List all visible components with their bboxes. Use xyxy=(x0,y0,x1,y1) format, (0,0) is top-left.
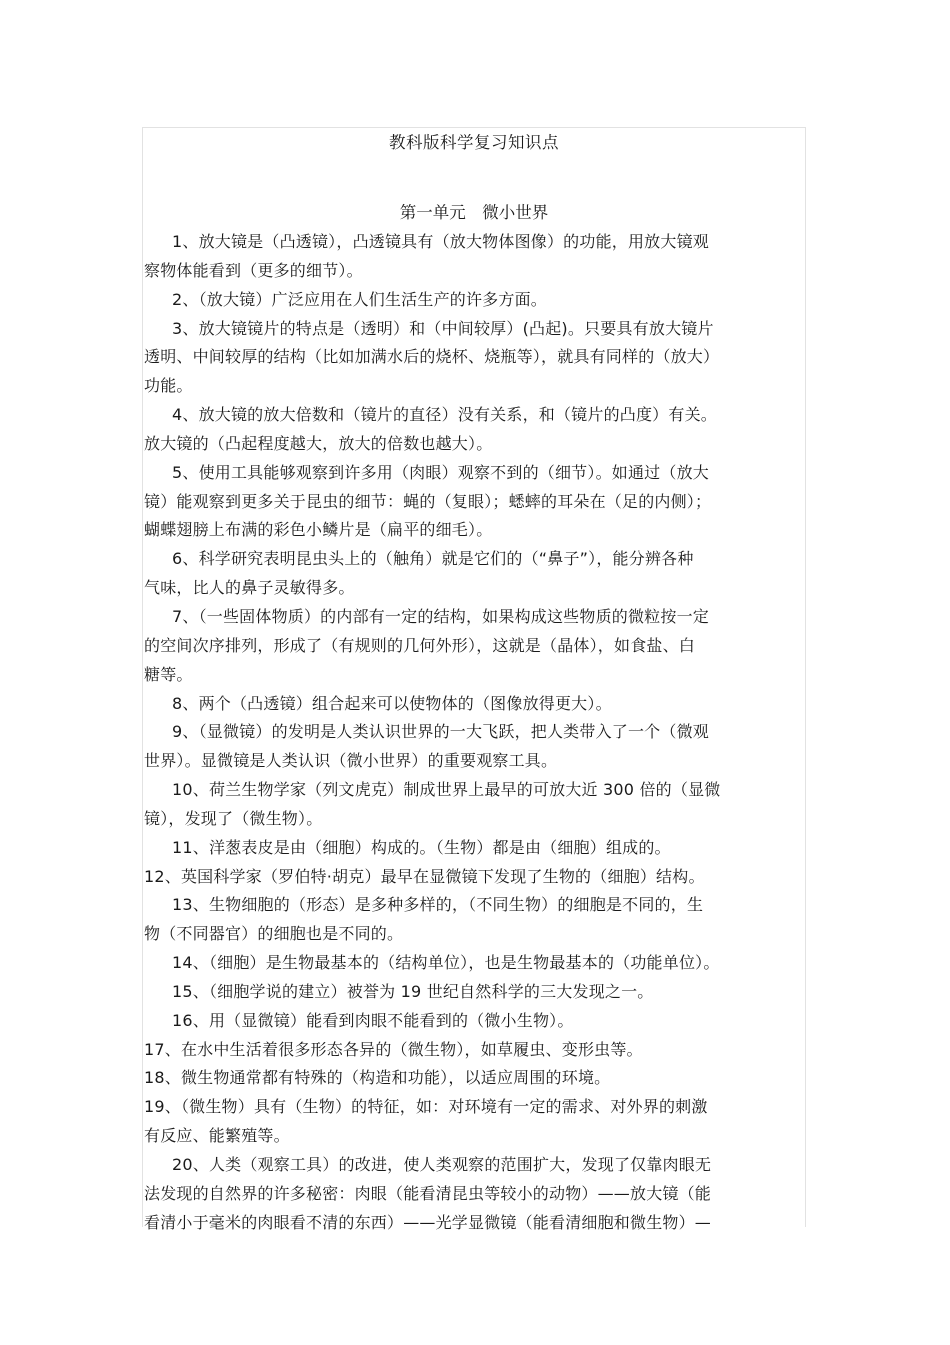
document-body xyxy=(144,228,808,1238)
paragraph-line: 3、放大镜镜片的特点是（透明）和（中间较厚）(凸起)。只要具有放大镜片 xyxy=(172,318,714,338)
paragraph-line: 15、（细胞学说的建立）被誉为 19 世纪自然科学的三大发现之一。 xyxy=(172,981,654,1001)
paragraph-line: 世界）。显微镜是人类认识（微小世界）的重要观察工具。 xyxy=(144,751,558,771)
paragraph-line: 19、（微生物）具有（生物）的特征，如：对环境有一定的需求、对外界的刺激 xyxy=(144,1097,708,1117)
paragraph-line: 蝴蝶翅膀上布满的彩色小鳞片是（扁平的细毛）。 xyxy=(144,520,493,540)
paragraph-line: 透明、中间较厚的结构（比如加满水后的烧杯、烧瓶等），就具有同样的（放大） xyxy=(144,347,720,367)
paragraph-line: 10、荷兰生物学家（列文虎克）制成世界上最早的可放大近 300 倍的（显微 xyxy=(172,780,721,800)
paragraph-6 xyxy=(144,545,808,603)
paragraph-8 xyxy=(144,690,808,719)
paragraph-line: 2、（放大镜）广泛应用在人们生活生产的许多方面。 xyxy=(172,289,547,309)
unit-title: 第一单元 微小世界 xyxy=(399,203,549,222)
paragraph-line: 察物体能看到（更多的细节）。 xyxy=(144,260,363,280)
paragraph-line: 法发现的自然界的许多秘密：肉眼（能看清昆虫等较小的动物）——放大镜（能 xyxy=(144,1183,712,1203)
paragraph-4 xyxy=(144,401,808,459)
paragraph-line: 20、人类（观察工具）的改进，使人类观察的范围扩大，发现了仅靠肉眼无 xyxy=(172,1155,712,1174)
paragraph-line: 有反应、能繁殖等。 xyxy=(144,1126,290,1146)
paragraph-9 xyxy=(144,718,808,776)
paragraph-line: 14、（细胞）是生物最基本的（结构单位），也是生物最基本的（功能单位）。 xyxy=(172,953,720,973)
paragraph-line: 16、用（显微镜）能看到肉眼不能看到的（微小生物）。 xyxy=(172,1010,574,1030)
paragraph-5 xyxy=(144,459,808,546)
paragraph-line: 镜）能观察到更多关于昆虫的细节：蝇的（复眼）；蟋蟀的耳朵在（足的内侧）； xyxy=(144,491,712,511)
paragraph-10 xyxy=(144,776,808,834)
paragraph-line: 9、（显微镜）的发明是人类认识世界的一大飞跃，把人类带入了一个（微观 xyxy=(172,722,709,742)
paragraph-line: 12、英国科学家（罗伯特·胡克）最早在显微镜下发现了生物的（细胞）结构。 xyxy=(144,866,705,886)
paragraph-7 xyxy=(144,603,808,690)
paragraph-12 xyxy=(144,863,808,892)
paragraph-line: 镜），发现了（微生物）。 xyxy=(144,808,323,828)
paragraph-line: 气味，比人的鼻子灵敏得多。 xyxy=(144,578,355,598)
paragraph-line: 5、使用工具能够观察到许多用（肉眼）观察不到的（细节）。如通过（放大 xyxy=(172,462,709,482)
paragraph-17 xyxy=(144,1036,808,1065)
paragraph-line: 17、在水中生活着很多形态各异的（微生物），如草履虫、变形虫等。 xyxy=(144,1039,643,1059)
paragraph-18 xyxy=(144,1064,808,1093)
paragraph-14 xyxy=(144,949,808,978)
paragraph-line: 看清小于毫米的肉眼看不清的东西）——光学显微镜（能看清细胞和微生物）— xyxy=(144,1212,712,1232)
paragraph-line: 放大镜的（凸起程度越大，放大的倍数也越大）。 xyxy=(144,433,493,453)
paragraph-line: 6、科学研究表明昆虫头上的（触角）就是它们的（“鼻子”），能分辨各种 xyxy=(172,549,694,569)
paragraph-line: 11、洋葱表皮是由（细胞）构成的。（生物）都是由（细胞）组成的。 xyxy=(172,837,671,857)
paragraph-line: 的空间次序排列，形成了（有规则的几何外形），这就是（晶体），如食盐、白 xyxy=(144,635,696,655)
paragraph-line: 功能。 xyxy=(144,376,193,396)
paragraph-line: 18、微生物通常都有特殊的（构造和功能），以适应周围的环境。 xyxy=(144,1068,611,1088)
paragraph-line: 13、生物细胞的（形态）是多种多样的，（不同生物）的细胞是不同的，生 xyxy=(172,895,704,915)
paragraph-line: 糖等。 xyxy=(144,664,193,684)
paragraph-11 xyxy=(144,834,808,863)
paragraph-16 xyxy=(144,1007,808,1036)
paragraph-20 xyxy=(144,1151,808,1238)
paragraph-line: 7、（一些固体物质）的内部有一定的结构，如果构成这些物质的微粒按一定 xyxy=(172,606,709,626)
paragraph-1 xyxy=(144,228,808,286)
paragraph-line: 1、放大镜是（凸透镜），凸透镜具有（放大物体图像）的功能，用放大镜观 xyxy=(172,232,709,251)
paragraph-13 xyxy=(144,891,808,949)
paragraph-line: 8、两个（凸透镜）组合起来可以使物体的（图像放得更大）。 xyxy=(172,693,612,713)
paragraph-15 xyxy=(144,978,808,1007)
paragraph-line: 4、放大镜的放大倍数和（镜片的直径）没有关系，和（镜片的凸度）有关。 xyxy=(172,405,717,425)
document-title: 教科版科学复习知识点 xyxy=(389,133,559,152)
paragraph-3 xyxy=(144,315,808,402)
paragraph-line: 物（不同器官）的细胞也是不同的。 xyxy=(144,924,404,944)
paragraph-19 xyxy=(144,1093,808,1151)
paragraph-2 xyxy=(144,286,808,315)
